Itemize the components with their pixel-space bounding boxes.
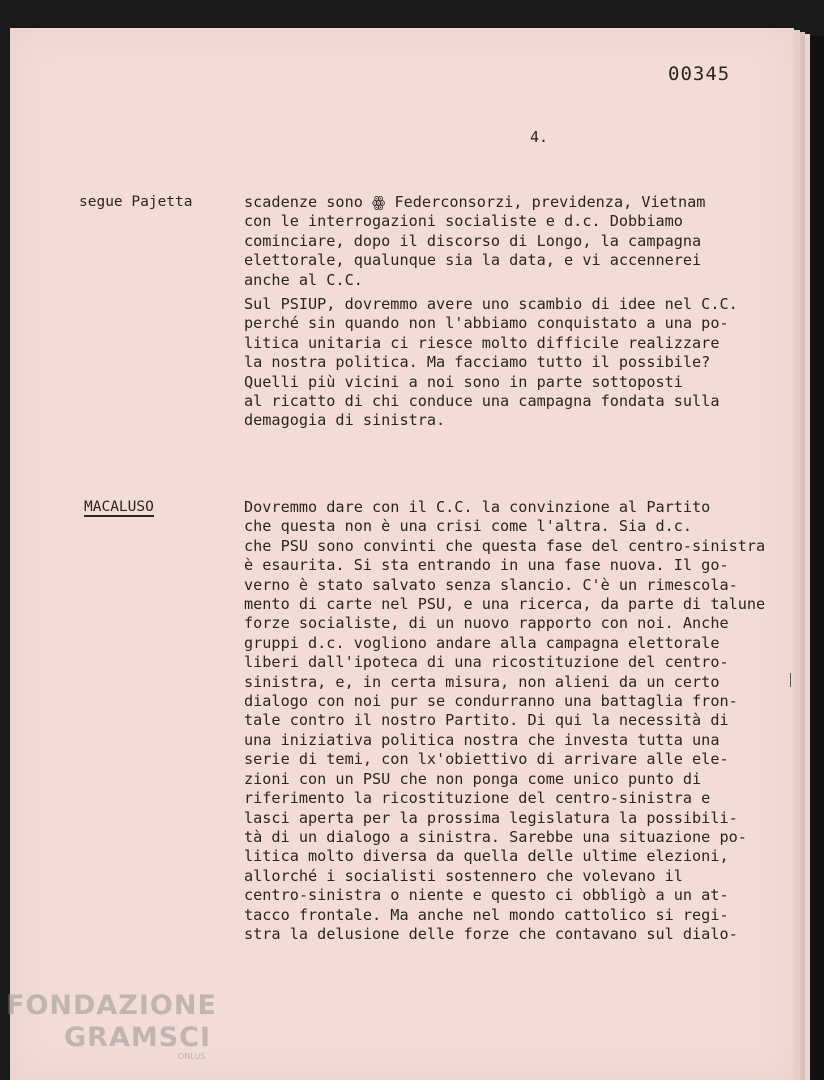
archive-number: 00345 [668, 63, 731, 85]
speaker-macaluso: MACALUSO [84, 499, 154, 515]
fondazione-gramsci-watermark [6, 990, 217, 1054]
watermark-line1: FONDAZIONE [6, 990, 217, 1021]
watermark-small: ONLUS [178, 1052, 206, 1061]
pajetta-paragraph-1: scadenze sono ꙮ Federconsorzi, previdenza, Vietnam con le interrogazioni socialiste e d.c. Dobbiamo cominciare, dopo il discorso di Longo, la campagna elettorale, qualunque sia la data, e vi accennerei anche al C.C. [244, 193, 706, 289]
pajetta-paragraph-2: Sul PSIUP, dovremmo avere uno scambio di idee nel C.C. perché sin quando non l'abbiamo conquistato a una po- litica unitaria ci riesce molto difficile realizzare la nostra politica. Ma facciamo tutto il possibile? Quelli più vicini a noi sono in parte sottoposti al ricatto di chi conduce una campagna fondata sulla demagogia di sinistra. [244, 295, 738, 430]
margin-mark [790, 673, 791, 687]
scan-border [810, 36, 824, 1080]
watermark-line2: GRAMSCI [64, 1022, 212, 1053]
speaker-pajetta: segue Pajetta [79, 194, 193, 210]
macaluso-paragraph: Dovremmo dare con il C.C. la convinzione al Partito che questa non è una crisi come l'altra. Sia d.c. che PSU sono convinti che questa fase del centro-sinistra è esaurita. Si sta entrando in una fase nuova. Il go- verno è stato salvato senza slancio. C'è un rimescola- mento di carte nel PSU, e una ricerca, da parte di talune forze socialiste, di un nuovo rapporto con noi. Anche gruppi d.c. vogliono andare alla campagna elettorale liberi dall'ipoteca di una ricostituzione del centro- sinistra, e, in certa misura, non alieni da un certo dialogo con noi pur se condurranno una battaglia fron- tale contro il nostro Partito. Di qui la necessità di una iniziativa politica nostra che investa tutta una serie di temi, con lx'obiettivo di arrivare alle ele- zioni con un PSU che non ponga come unico punto di riferimento la ricostituzione del centro-sinistra e lasci aperta per la prossima legislatura la possibili- tà di un dialogo a sinistra. Sarebbe una situazione po- litica molto diversa da quella delle ultime elezioni, allorché i socialisti sostennero che volevano il centro-sinistra o niente e questo ci obbligò a un at- tacco frontale. Ma anche nel mondo cattolico si regi- stra la delusione delle forze che contavano sul dialo- [244, 498, 766, 943]
page-number: 4. [530, 128, 549, 146]
